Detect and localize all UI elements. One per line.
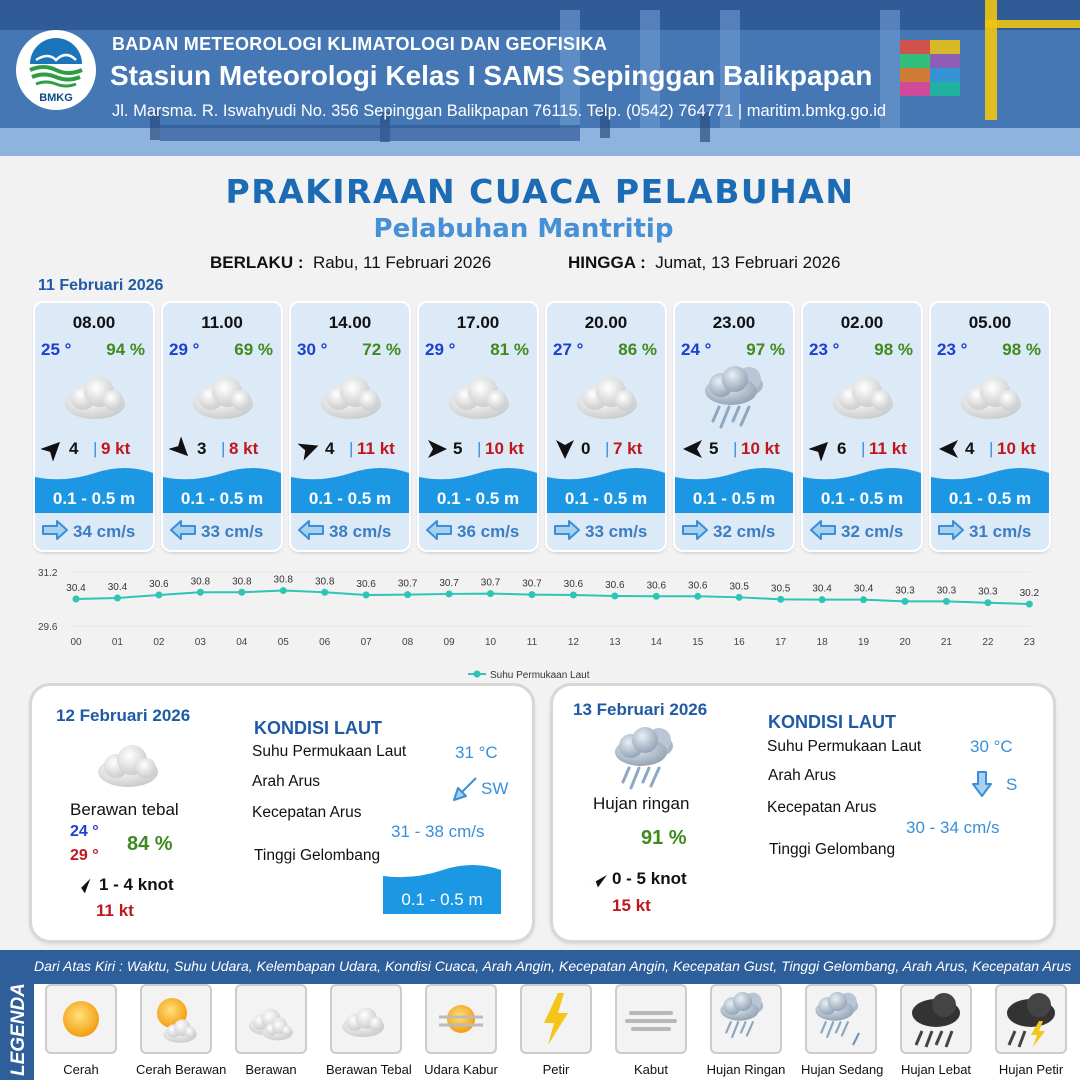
hour-gust: 11 kt	[869, 439, 907, 458]
legend-label	[4, 960, 32, 1080]
day2-date: 12 Februari 2026	[56, 706, 191, 725]
valid-to-value: Jumat, 13 Februari 2026	[655, 253, 841, 272]
hour-time: 20.00	[584, 313, 628, 332]
data-point	[321, 589, 328, 596]
x-tick-label: 18	[816, 637, 828, 648]
series-line	[76, 591, 1029, 605]
y-tick-label: 31.2	[38, 568, 58, 579]
day3-sst: 30 °C	[970, 737, 1013, 756]
day3-wind: 0 - 5 knot	[612, 869, 687, 888]
station-address: Jl. Marsma. R. Iswahyudi No. 356 Sepinggan Balikpapan 76115. Telp. (0542) 764771 | maritim.bmkg.go.id	[112, 102, 887, 120]
hour-humidity: 86 %	[618, 340, 657, 359]
valid-from	[210, 253, 491, 273]
port-name: Pelabuhan Mantritip	[373, 214, 674, 244]
data-point	[943, 598, 950, 605]
day2-gust: 11 kt	[96, 901, 134, 920]
x-tick-label: 01	[111, 637, 124, 648]
day3-sea-title: KONDISI LAUT	[768, 712, 896, 732]
current-direction-s-icon	[971, 770, 993, 798]
x-tick-label: 00	[70, 637, 82, 648]
hour-time: 02.00	[840, 313, 884, 332]
legend-item	[991, 984, 1071, 1077]
legend-item-label: Cerah Berawan	[136, 1062, 227, 1077]
data-label: 30.8	[314, 576, 335, 588]
hour-current-speed: 32 cm/s	[841, 522, 904, 541]
x-tick-label: 04	[236, 637, 248, 648]
hour-wind-speed: 3	[197, 439, 207, 458]
sst-chart	[30, 562, 1070, 687]
legend-icon-box	[45, 984, 117, 1054]
day2-dir-label: Arah Arus	[252, 773, 321, 790]
x-tick-label: 17	[775, 637, 787, 648]
hour-wind-speed: 5	[453, 439, 463, 458]
legend-icon-box	[805, 984, 877, 1054]
data-label: 30.7	[480, 577, 501, 589]
day2-wave-label: Tinggi Gelombang	[254, 847, 381, 864]
data-label: 30.5	[729, 581, 749, 593]
hour-humidity: 81 %	[490, 340, 529, 359]
hour-gust: 11 kt	[357, 439, 395, 458]
hujan-ringan-icon	[699, 363, 769, 431]
header-banner	[0, 0, 1080, 156]
x-tick-label: 05	[277, 637, 289, 648]
day2-condition: Berawan tebal	[70, 800, 179, 819]
data-point	[363, 591, 370, 598]
x-tick-label: 11	[526, 637, 538, 648]
data-point	[1026, 601, 1033, 608]
hour-wave-height: 0.1 - 0.5 m	[308, 489, 392, 508]
data-label: 30.7	[397, 578, 418, 590]
day2-humidity: 84 %	[127, 833, 173, 855]
data-label: 30.6	[149, 578, 169, 590]
hour-current-speed: 38 cm/s	[329, 522, 392, 541]
current-direction-icon	[809, 519, 837, 541]
x-tick-label: 10	[484, 637, 497, 648]
berawan-tebal-icon	[443, 363, 513, 431]
data-point	[197, 589, 204, 596]
hour-time: 11.00	[201, 313, 243, 332]
day2-temp-max: 29 °	[70, 847, 99, 864]
wind-direction-icon	[937, 437, 961, 461]
current-direction-icon	[553, 519, 581, 541]
legend-item-label: Kabut	[634, 1062, 668, 1077]
x-tick-label: 02	[153, 637, 165, 648]
data-point	[446, 590, 453, 597]
hour-current-speed: 31 cm/s	[969, 522, 1032, 541]
x-tick-label: 20	[899, 637, 911, 648]
data-label: 30.7	[439, 577, 459, 589]
valid-from-value: Rabu, 11 Februari 2026	[312, 253, 492, 272]
x-tick-label: 08	[402, 637, 414, 648]
x-tick-label: 22	[982, 637, 994, 648]
station-name: Stasiun Meteorologi Kelas I SAMS Sepinggan Balikpapan	[110, 60, 873, 91]
x-tick-label: 21	[940, 637, 953, 648]
hour-wind-speed: 4	[69, 439, 79, 458]
hour-card	[419, 303, 537, 550]
data-label: 30.6	[356, 578, 376, 590]
hour-current-speed: 33 cm/s	[201, 522, 264, 541]
hujan-ringan-icon	[609, 724, 679, 792]
data-label: 30.2	[1019, 588, 1040, 600]
data-label: 30.6	[688, 580, 708, 592]
legend-label-text: LEGENDA	[8, 983, 29, 1076]
page-title: PRAKIRAAN CUACA PELABUHAN	[225, 172, 855, 211]
day2-panel	[32, 686, 532, 940]
berawan-tebal-icon	[827, 363, 897, 431]
wind-direction-icon	[587, 869, 609, 891]
data-label: 30.6	[646, 580, 667, 592]
berawan-tebal-icon	[187, 363, 257, 431]
hour-wind-speed: 4	[965, 439, 975, 458]
data-point	[902, 598, 909, 605]
hour-wind-speed: 4	[325, 439, 335, 458]
hour-gust: 8 kt	[229, 439, 259, 458]
day3-current-dir: S	[1006, 775, 1018, 794]
x-tick-label: 13	[609, 637, 621, 648]
separator: |	[861, 439, 866, 458]
day3-humidity: 91 %	[641, 827, 687, 849]
data-point	[611, 592, 618, 599]
hour-wave-height: 0.1 - 0.5 m	[180, 489, 264, 508]
petir-icon	[526, 989, 586, 1049]
cerah-icon	[51, 989, 111, 1049]
hour-current-speed: 33 cm/s	[585, 522, 648, 541]
data-point	[736, 594, 743, 601]
data-point	[404, 591, 411, 598]
berawan-tebal-icon	[315, 363, 385, 431]
legend-item	[326, 984, 412, 1077]
data-point	[694, 593, 701, 600]
hour-wave-height: 0.1 - 0.5 m	[52, 489, 136, 508]
udara-kabur-icon	[431, 989, 491, 1049]
hour-current-speed: 32 cm/s	[713, 522, 776, 541]
legend-item-label: Cerah	[63, 1062, 99, 1077]
legend-item	[516, 984, 596, 1077]
data-label: 30.3	[978, 586, 998, 598]
hour-card	[35, 303, 153, 550]
day3-panel	[553, 686, 1053, 940]
valid-to	[568, 253, 840, 273]
legend-icon-box	[140, 984, 212, 1054]
wind-direction-icon	[297, 437, 321, 461]
hujan-ringan-icon	[716, 989, 776, 1049]
hujan-petir-icon	[1001, 989, 1061, 1049]
legend-icon-box	[520, 984, 592, 1054]
x-tick-label: 16	[733, 637, 745, 648]
data-point	[777, 596, 784, 603]
berawan-tebal-icon	[955, 363, 1025, 431]
hour-wave-height: 0.1 - 0.5 m	[692, 489, 776, 508]
current-direction-icon	[681, 519, 709, 541]
data-point	[653, 593, 660, 600]
day3-gust: 15 kt	[612, 896, 651, 915]
hour-humidity: 98 %	[874, 340, 913, 359]
data-label: 30.6	[563, 578, 584, 590]
day3-wave-label: Tinggi Gelombang	[769, 841, 896, 858]
hour-card	[163, 303, 281, 550]
valid-from-label: BERLAKU :	[210, 253, 304, 272]
hour-current-speed: 34 cm/s	[73, 522, 136, 541]
hour-temperature: 27 °	[553, 340, 584, 359]
x-tick-label: 19	[857, 637, 870, 648]
wind-direction-icon	[169, 437, 193, 461]
hour-temperature: 23 °	[937, 340, 968, 359]
legend-item	[136, 984, 227, 1077]
day2-temp-min: 24 °	[70, 823, 99, 840]
data-point	[238, 589, 245, 596]
hujan-lebat-icon	[906, 989, 966, 1049]
data-point	[280, 587, 287, 594]
data-label: 30.6	[605, 579, 625, 591]
separator: |	[989, 439, 994, 458]
legend-item-label: Berawan	[245, 1062, 297, 1077]
hour-time: 17.00	[456, 313, 500, 332]
valid-to-label: HINGGA :	[568, 253, 646, 272]
hujan-sedang-icon	[811, 989, 871, 1049]
legend-item	[896, 984, 976, 1077]
legend-icon-box	[615, 984, 687, 1054]
x-tick-label: 03	[194, 637, 206, 648]
day2-sea-title: KONDISI LAUT	[254, 718, 382, 738]
legend-icon-box	[710, 984, 782, 1054]
day3-sst-label: Suhu Permukaan Laut	[767, 738, 922, 755]
data-point	[570, 591, 577, 598]
hour-humidity: 94 %	[106, 340, 145, 359]
legend-item-label: Hujan Petir	[998, 1062, 1064, 1077]
data-label: 30.7	[522, 578, 542, 590]
day2-current-speed: 31 - 38 cm/s	[391, 822, 485, 841]
day2-sst-label: Suhu Permukaan Laut	[252, 743, 407, 760]
hour-wind-speed: 0	[581, 439, 591, 458]
data-label: 30.8	[232, 576, 252, 588]
hour-time: 08.00	[72, 313, 116, 332]
data-label: 30.4	[107, 581, 128, 593]
data-point	[528, 591, 535, 598]
data-label: 30.5	[770, 583, 791, 595]
separator: |	[93, 439, 98, 458]
separator: |	[733, 439, 738, 458]
hour-gust: 9 kt	[101, 439, 131, 458]
legend-item	[231, 984, 311, 1077]
current-direction-icon	[169, 519, 197, 541]
day2-current-dir: SW	[481, 779, 509, 798]
current-direction-icon	[41, 519, 69, 541]
hour-temperature: 30 °	[297, 340, 328, 359]
wind-direction-icon	[809, 437, 833, 461]
hour-wind-speed: 5	[709, 439, 719, 458]
x-tick-label: 06	[319, 637, 331, 648]
hour-temperature: 29 °	[425, 340, 456, 359]
hour-time: 14.00	[328, 313, 372, 332]
legend-icon-box	[235, 984, 307, 1054]
legend-item	[41, 984, 121, 1077]
current-direction-icon	[297, 519, 325, 541]
wind-direction-icon	[553, 437, 577, 461]
berawan-tebal-icon	[92, 740, 162, 790]
data-point	[73, 596, 80, 603]
data-point	[860, 596, 867, 603]
x-tick-label: 14	[650, 637, 662, 648]
legend-item	[801, 984, 884, 1077]
hour-card	[931, 303, 1049, 550]
hour-wave-height: 0.1 - 0.5 m	[820, 489, 904, 508]
data-label: 30.4	[66, 583, 86, 594]
data-point	[984, 599, 991, 606]
legend-item-label: Udara Kabur	[424, 1062, 498, 1077]
day3-date: 13 Februari 2026	[573, 700, 708, 719]
x-tick-label: 07	[360, 637, 372, 648]
day3-dir-label: Arah Arus	[768, 767, 837, 784]
x-tick-label: 12	[567, 637, 579, 648]
x-tick-label: 23	[1023, 637, 1035, 648]
x-tick-label: 15	[692, 637, 704, 648]
legend-icon-box	[330, 984, 402, 1054]
hour-gust: 7 kt	[613, 439, 643, 458]
separator: |	[221, 439, 226, 458]
wind-direction-icon	[425, 437, 449, 461]
separator: |	[349, 439, 354, 458]
day3-current-speed: 30 - 34 cm/s	[906, 818, 1000, 837]
logo-text: BMKG	[39, 92, 73, 104]
kabut-icon	[621, 989, 681, 1049]
hour-time: 05.00	[968, 313, 1012, 332]
hour-card	[803, 303, 921, 550]
data-point	[487, 590, 494, 597]
day3-speed-label: Kecepatan Arus	[767, 799, 877, 816]
legend-item-label: Berawan Tebal	[326, 1062, 412, 1077]
data-point	[155, 591, 162, 598]
hour-wave-height: 0.1 - 0.5 m	[948, 489, 1032, 508]
hour-humidity: 98 %	[1002, 340, 1041, 359]
hour-wind-speed: 6	[837, 439, 847, 458]
hour-humidity: 72 %	[362, 340, 401, 359]
day1-date: 11 Februari 2026	[38, 277, 164, 294]
data-point	[114, 594, 121, 601]
berawan-icon	[241, 989, 301, 1049]
legend-icon-box	[995, 984, 1067, 1054]
legend-icon-box	[425, 984, 497, 1054]
legend-icon-box	[900, 984, 972, 1054]
wind-direction-icon	[41, 437, 65, 461]
hour-wave-height: 0.1 - 0.5 m	[564, 489, 648, 508]
current-direction-icon	[425, 519, 453, 541]
legend-swatch-dot	[474, 671, 481, 678]
x-tick-label: 09	[443, 637, 455, 648]
day2-wave: 0.1 - 0.5 m	[401, 890, 483, 909]
hour-humidity: 69 %	[234, 340, 273, 359]
hour-card	[675, 303, 793, 550]
wind-direction-icon	[681, 437, 705, 461]
current-direction-sw-icon	[450, 776, 480, 804]
data-label: 30.8	[190, 576, 211, 588]
legend-description: Dari Atas Kiri : Waktu, Suhu Udara, Kelembapan Udara, Kondisi Cuaca, Arah Angin, Kecepatan Angin, Kecepatan Gust, Tinggi Gelombang, Arah Arus, Kecepatan Arus	[34, 958, 1072, 974]
berawan-tebal-icon	[59, 363, 129, 431]
legend-item	[706, 984, 786, 1077]
legend-item-label: Hujan Ringan	[706, 1062, 786, 1077]
y-tick-label: 29.6	[38, 622, 58, 633]
legend-item-label: Hujan Sedang	[801, 1062, 884, 1077]
hour-card	[291, 303, 409, 550]
data-label: 30.4	[853, 583, 874, 595]
hour-temperature: 29 °	[169, 340, 200, 359]
agency-name: BADAN METEOROLOGI KLIMATOLOGI DAN GEOFISIKA	[112, 34, 608, 54]
hour-gust: 10 kt	[997, 439, 1036, 458]
data-label: 30.4	[812, 583, 832, 595]
bmkg-logo	[16, 30, 96, 110]
legend-item-label: Petir	[542, 1062, 570, 1077]
legend-item-label: Hujan Lebat	[900, 1062, 972, 1077]
hour-wave-height: 0.1 - 0.5 m	[436, 489, 520, 508]
data-label: 30.8	[273, 574, 293, 586]
berawan-tebal-icon	[336, 989, 396, 1049]
day3-condition: Hujan ringan	[593, 794, 690, 813]
legend-entry: Suhu Permukaan Laut	[490, 670, 590, 681]
current-direction-icon	[937, 519, 965, 541]
hour-gust: 10 kt	[485, 439, 524, 458]
hour-gust: 10 kt	[741, 439, 780, 458]
cerah-berawan-icon	[146, 989, 206, 1049]
data-point	[819, 596, 826, 603]
day2-speed-label: Kecepatan Arus	[252, 804, 362, 821]
hour-temperature: 23 °	[809, 340, 840, 359]
hour-temperature: 24 °	[681, 340, 712, 359]
day2-sst: 31 °C	[455, 743, 498, 762]
hour-current-speed: 36 cm/s	[457, 522, 520, 541]
hour-time: 23.00	[712, 313, 756, 332]
wind-direction-icon	[72, 875, 94, 897]
hour-humidity: 97 %	[746, 340, 785, 359]
legend-item	[611, 984, 691, 1077]
separator: |	[605, 439, 610, 458]
hour-temperature: 25 °	[41, 340, 72, 359]
data-label: 30.3	[936, 585, 957, 597]
day2-wind: 1 - 4 knot	[99, 875, 174, 894]
berawan-tebal-icon	[571, 363, 641, 431]
data-label: 30.3	[895, 585, 915, 597]
legend-item	[421, 984, 501, 1077]
separator: |	[477, 439, 482, 458]
hour-card	[547, 303, 665, 550]
